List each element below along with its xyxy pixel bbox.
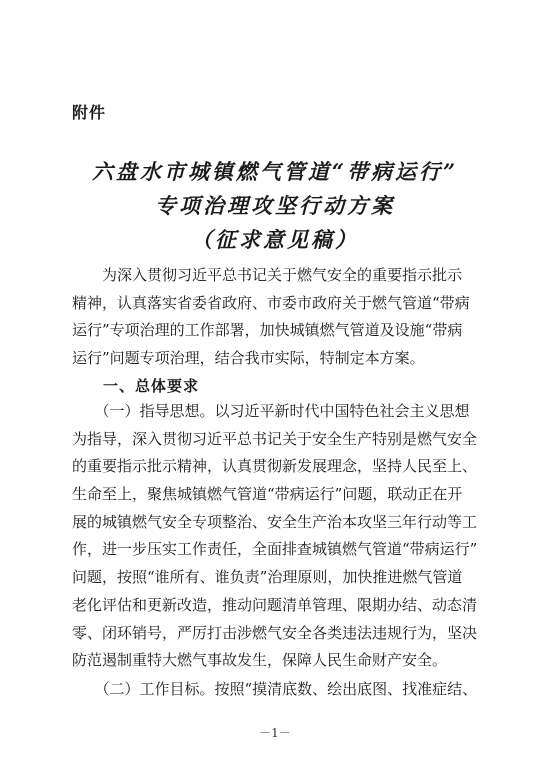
body-line: 生命至上，聚焦城镇燃气管道“带病运行”问题，联动正在开 <box>72 485 463 504</box>
section-heading: 一、总体要求 <box>103 377 200 395</box>
body-line: 防范遏制重特大燃气事故发生，保障人民生命财产安全。 <box>72 651 448 670</box>
body-line: 老化评估和更新改造，推动问题清单管理、限期办结、动态清 <box>72 595 478 614</box>
body-line: 作，进一步压实工作责任，全面排查城镇燃气管道“带病运行” <box>72 540 478 559</box>
title-line-1: 六盘水市城镇燃气管道“带病运行” <box>91 159 459 184</box>
body-line: （二）工作目标。按照“摸清底数、绘出底图、找准症结、 <box>72 680 478 698</box>
work-goals-paragraph <box>72 676 482 704</box>
title-line-3: （征求意见稿） <box>191 227 359 252</box>
body-line: 为指导，深入贯彻习近平总书记关于安全生产特别是燃气安全 <box>72 429 478 448</box>
body-line: 零、闭环销号，严厉打击涉燃气安全各类违法违规行为，坚决 <box>72 623 478 642</box>
intro-line: 精神，认真落实省委省政府、市委市政府关于燃气管道“带病 <box>72 293 470 312</box>
body-line: 问题，按照“谁所有、谁负责”治理原则，加快推进燃气管道 <box>72 568 463 587</box>
intro-paragraph <box>72 262 482 373</box>
title-line-2: 专项治理攻坚行动方案 <box>155 193 395 218</box>
intro-line: 为深入贯彻习近平总书记关于燃气安全的重要指示批示 <box>72 266 463 284</box>
intro-line: 运行”专项治理的工作部署，加快城镇燃气管道及设施“带病 <box>72 321 463 340</box>
body-line: （一）指导思想。以习近平新时代中国特色社会主义思想 <box>72 402 470 420</box>
intro-line: 运行”问题专项治理，结合我市实际，特制定本方案。 <box>72 349 425 368</box>
guiding-ideology-paragraph <box>72 398 482 675</box>
attachment-label: 附件 <box>72 103 107 122</box>
body-line: 展的城镇燃气安全专项整治、安全生产治本攻坚三年行动等工 <box>72 512 478 531</box>
body-line: 的重要指示批示精神，认真贯彻新发展理念，坚持人民至上、 <box>72 457 478 476</box>
page-number: －1－ <box>259 726 291 740</box>
